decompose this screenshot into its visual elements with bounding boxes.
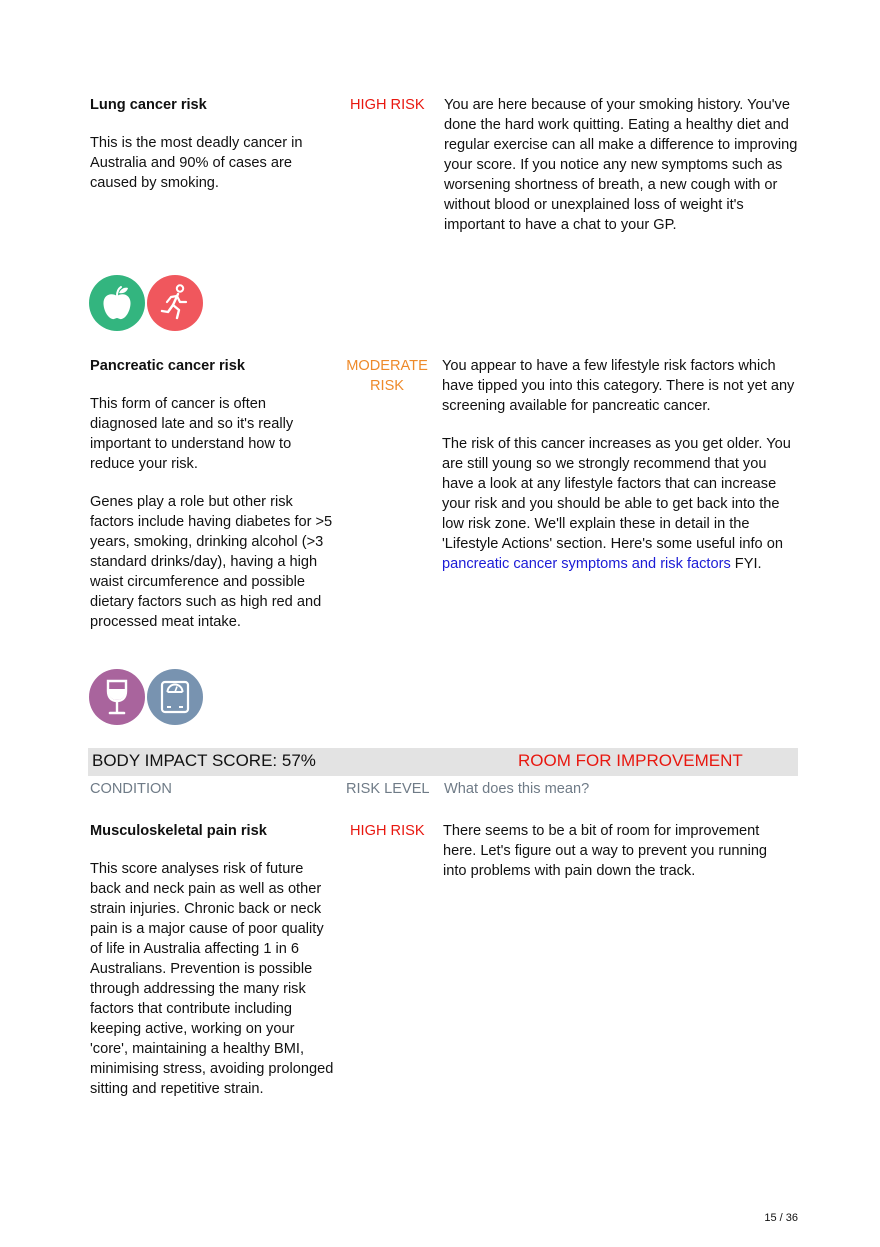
pancreatic-description-para-2: Genes play a role but other risk factors include having diabetes for >5 years, smoking, drinking alcohol (>3 standard drinks/day), having a high waist circumference and possible dietary factors such as high red and processed meat intake. (90, 494, 333, 630)
pancreatic-meaning-para-1: You appear to have a few lifestyle risk factors which have tipped you into this category. There is not yet any screening available for pancreatic cancer. (442, 358, 795, 414)
condition-header: CONDITION (90, 781, 172, 797)
lung-cancer-risk-level: HIGH RISK (350, 97, 425, 113)
meaning-header: What does this mean? (444, 781, 590, 797)
wine-glass-icon (89, 669, 145, 725)
body-impact-score (92, 750, 316, 772)
meaning-text: The risk of this cancer increases as you get older. You are still young so we strongly recommend that you have a look at any lifestyle factors that can increase your risk and you should be able to get back into the low risk zone. We'll explain these in detail in the 'Lifestyle Actions' section. Here's some useful info on (442, 436, 791, 552)
lung-cancer-description: This is the most deadly cancer in Australia and 90% of cases are caused by smoking. (90, 135, 303, 191)
meaning-text-end: FYI. (730, 556, 762, 572)
pancreatic-meaning-para-2 (442, 434, 797, 574)
pancreatic-description-para-1: This form of cancer is often diagnosed late and so it's really important to understand how to reduce your risk. (90, 396, 294, 472)
body-impact-status: ROOM FOR IMPROVEMENT (518, 751, 743, 770)
scale-icon (147, 669, 203, 725)
pancreatic-cancer-meaning (442, 356, 797, 592)
pancreatic-cancer-risk-level (340, 356, 434, 396)
musculoskeletal-description: This score analyses risk of future back and neck pain as well as other strain injuries. Chronic back or neck pain is a major cause of poor quality of life in Australia affecting 1 in 6 Australians. Prevention is possible through addressing the many risk factors that contribute including keeping active, working on your 'core', maintaining a healthy BMI, minimising stress, avoiding prolonged sitting and repetitive strain. (90, 861, 334, 1097)
musculoskeletal-title: Musculoskeletal pain risk (90, 823, 267, 839)
risk-level-line-1: MODERATE (346, 358, 428, 374)
pancreatic-cancer-description (90, 394, 335, 650)
apple-icon (89, 275, 145, 331)
lung-cancer-meaning: You are here because of your smoking history. You've done the hard work quitting. Eating a healthy diet and regular exercise can all make a difference to improving your score. If you notice any new symptoms such as worsening shortness of breath, a new cough with or without blood or unexplained loss of weight it's important to have a chat to your GP. (444, 97, 798, 233)
running-person-icon (147, 275, 203, 331)
risk-level-header: RISK LEVEL (346, 781, 430, 797)
pancreatic-cancer-title: Pancreatic cancer risk (90, 358, 245, 374)
risk-level-line-2: RISK (369, 378, 405, 394)
lung-cancer-title: Lung cancer risk (90, 97, 207, 113)
body-impact-label: BODY IMPACT SCORE: (92, 751, 278, 770)
musculoskeletal-meaning: There seems to be a bit of room for improvement here. Let's figure out a way to prevent you running into problems with pain down the track. (443, 823, 768, 879)
pancreatic-info-link[interactable]: pancreatic cancer symptoms and risk factors (442, 556, 731, 572)
musculoskeletal-risk-level: HIGH RISK (350, 823, 425, 839)
page-number: 15 / 36 (764, 1212, 798, 1224)
body-impact-value: 57% (281, 751, 316, 770)
